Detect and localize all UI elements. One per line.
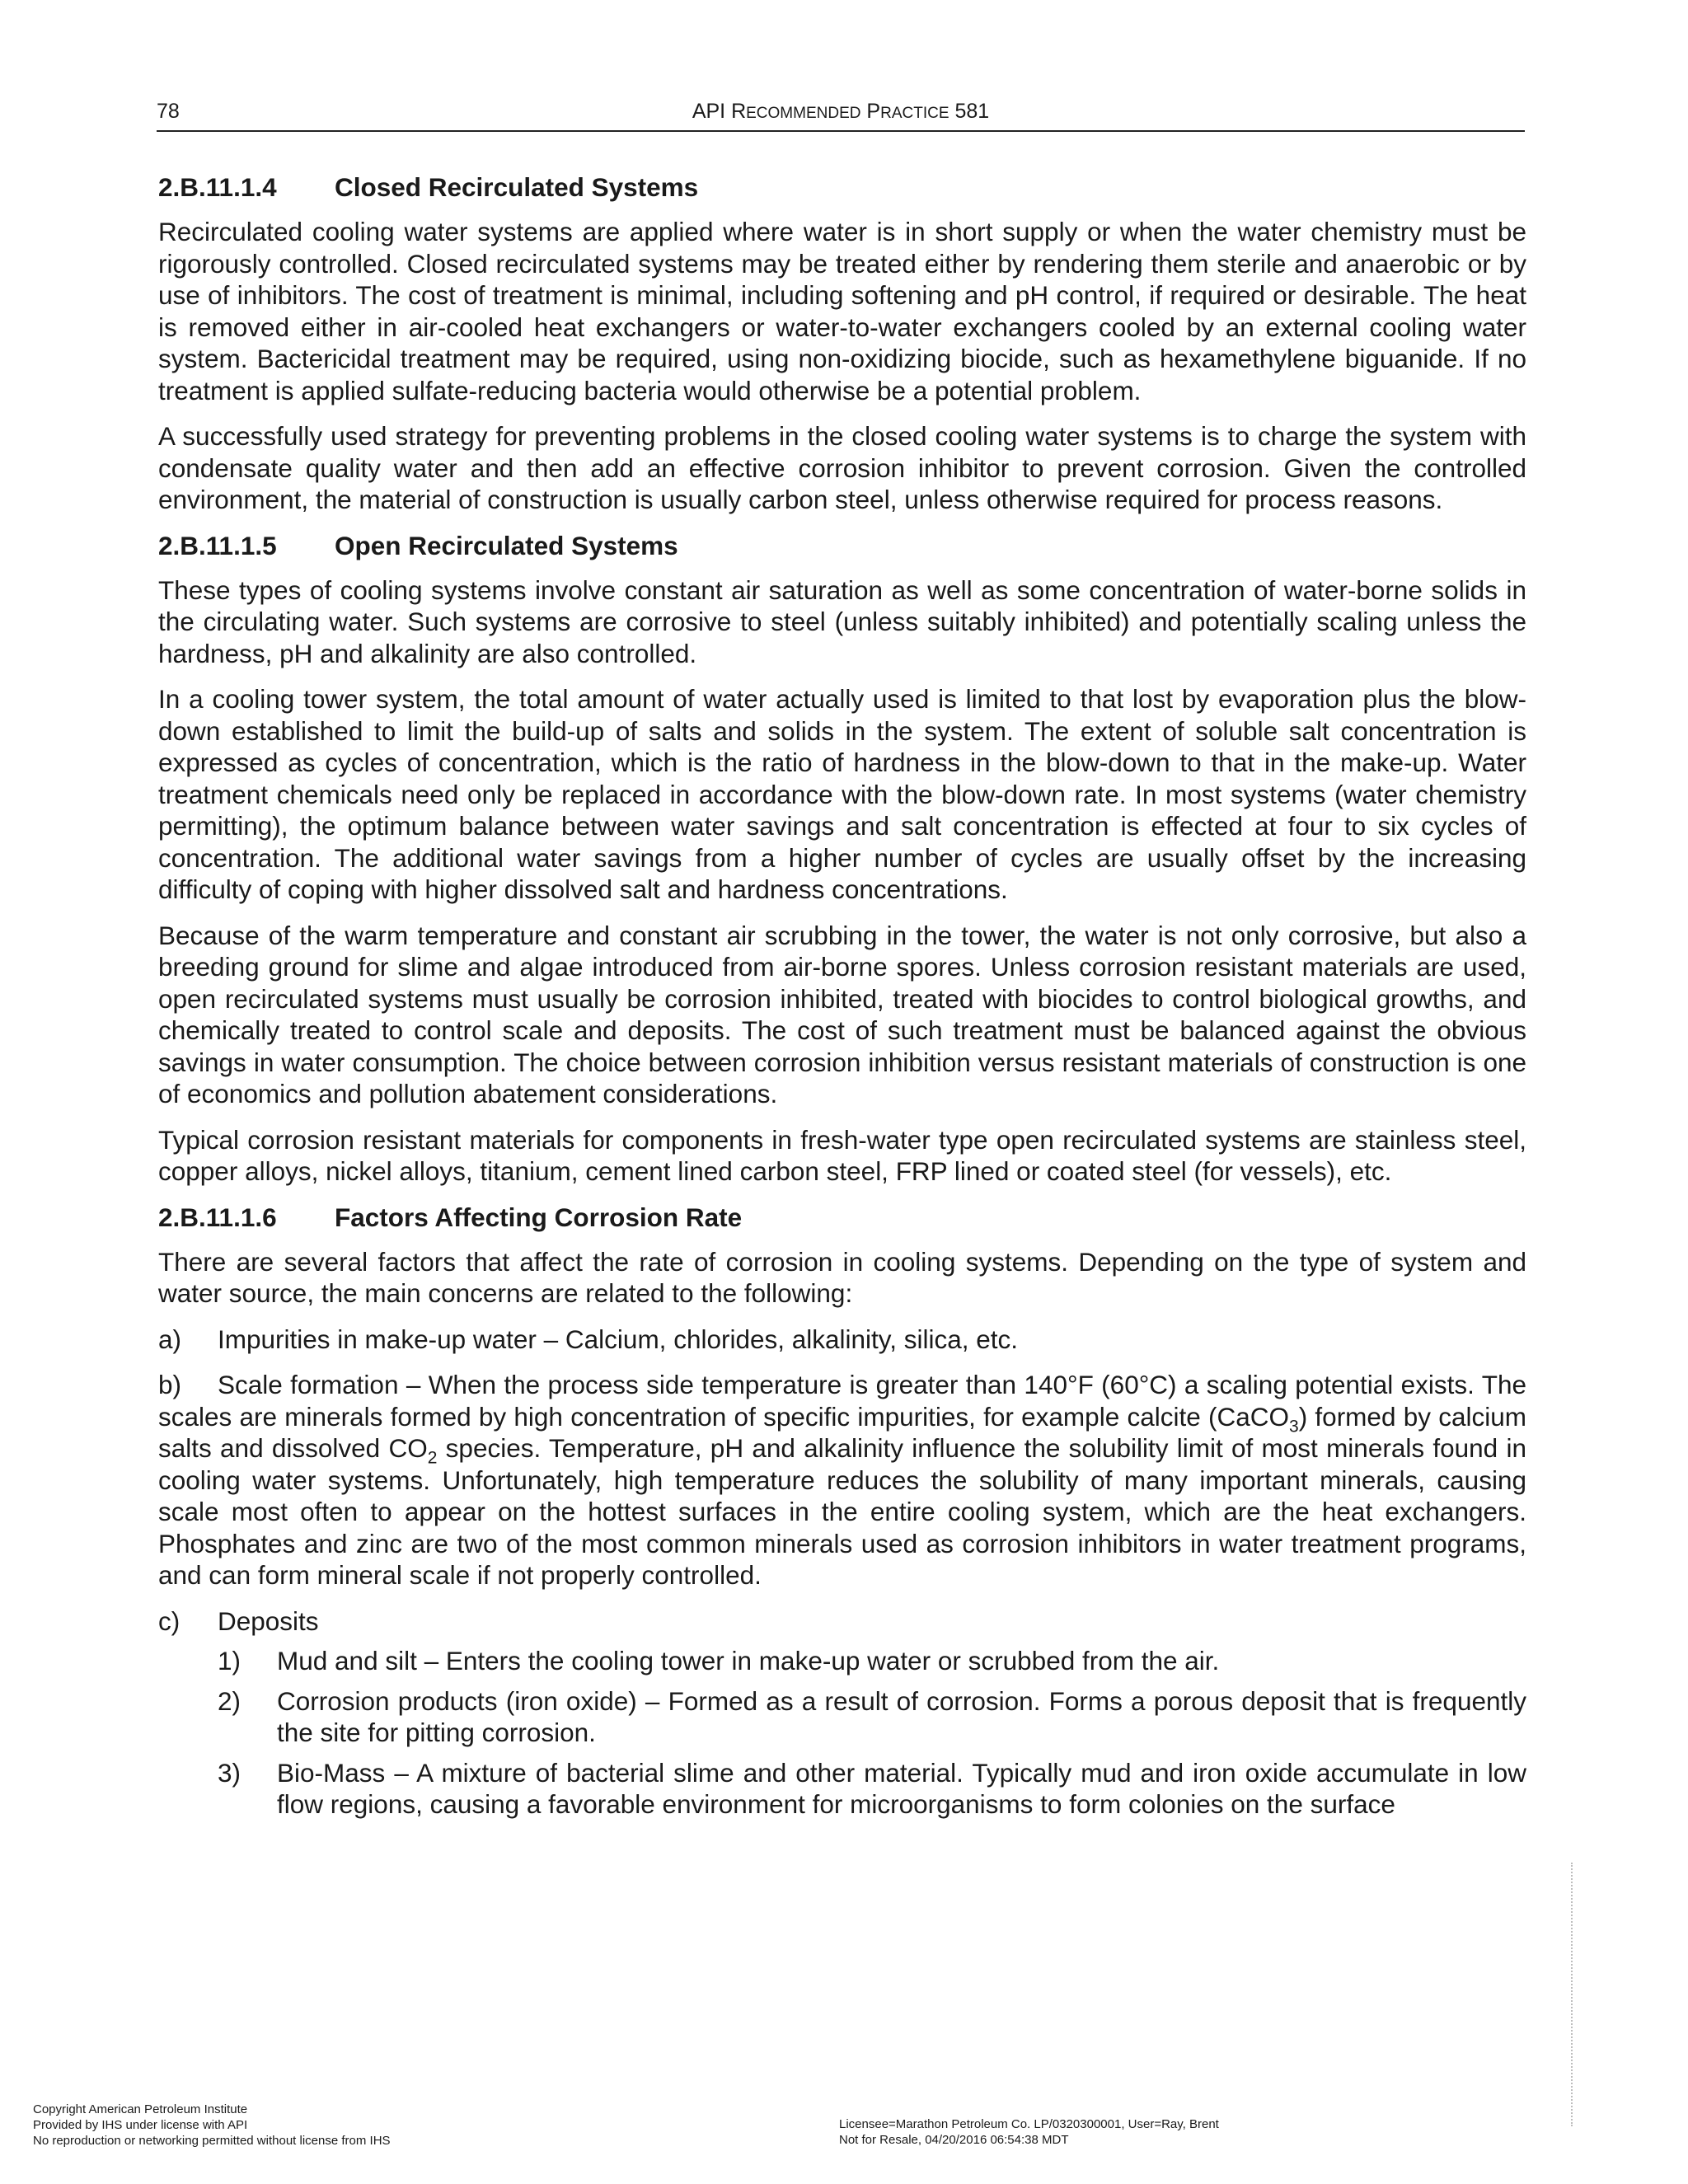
- running-head-smallcaps-1: ECOMMENDED: [746, 105, 861, 122]
- list-label: b): [158, 1370, 182, 1399]
- section-number: 2.B.11.1.5: [158, 530, 277, 560]
- running-head-mid: P: [860, 100, 881, 123]
- section-title: Open Recirculated Systems: [335, 530, 678, 560]
- page-content: [158, 171, 1526, 1829]
- footer-copyright: [33, 2102, 391, 2149]
- running-head-suffix: 581: [949, 100, 990, 123]
- paragraph: Because of the warm temperature and constant air scrubbing in the tower, the water is not only corrosive, but also a breeding ground for slime and algae introduced from air-borne spores. Unless corrosion resistant materials are used, open recirculated systems must usually be corrosion inhibited, treated with biocides to control biological growths, and chemically treated to control scale and deposits. The cost of such treatment must be balanced against the obvious savings in water consumption. The choice between corrosion inhibition versus resistant materials of construction is one of economics and pollution abatement considerations.: [158, 920, 1526, 1108]
- footer-line: Copyright American Petroleum Institute: [33, 2102, 248, 2116]
- running-head-prefix: API R: [692, 100, 747, 123]
- section-title: Factors Affecting Corrosion Rate: [335, 1202, 743, 1232]
- list-label: c): [158, 1605, 181, 1636]
- list-label: a): [158, 1324, 182, 1354]
- scan-edge-marks: [1571, 1863, 1576, 2126]
- paragraph: These types of cooling systems involve constant air saturation as well as some concentration of water-borne solids in the circulating water. Such systems are corrosive to steel (unless suitably inhibited) and potentially scaling unless the hardness, pH and alkalinity are also controlled.: [158, 574, 1526, 668]
- list-text-part: species. Temperature, pH and alkalinity influence the solubility limit of most minerals found in cooling water systems. Unfortunately, high temperature reduces the solubility of many important minerals, causing scale most often to appear on the hottest surfaces in the entire cooling system, which are the heat exchangers. Phosphates and zinc are two of the most common minerals used as corrosion inhibitors in water treatment programs, and can form mineral scale if not properly controlled.: [158, 1433, 1526, 1590]
- section-heading-open-recirculated: [158, 530, 1526, 561]
- footer-line: Not for Resale, 04/20/2016 06:54:38 MDT: [839, 2133, 1069, 2147]
- list-item-c: [158, 1605, 1526, 1638]
- paragraph: There are several factors that affect the rate of corrosion in cooling systems. Depending on the type of system and water source, the main concerns are related to the following:: [158, 1246, 1526, 1308]
- paragraph: Typical corrosion resistant materials for components in fresh-water type open recirculated systems are stainless steel, copper alloys, nickel alloys, titanium, cement lined carbon steel, FRP lined or coated steel (for vessels), etc.: [158, 1124, 1526, 1186]
- page-number: 78: [157, 100, 180, 123]
- list-text-part: ) formed by calcium salts and dissolved CO: [158, 1401, 1526, 1463]
- subscript: 3: [1289, 1416, 1299, 1436]
- list-text: Deposits: [218, 1605, 319, 1636]
- footer-line: Provided by IHS under license with API: [33, 2118, 248, 2132]
- sub-list-label: 1): [218, 1646, 241, 1675]
- section-heading-corrosion-factors: [158, 1202, 1526, 1233]
- sub-list-label: 2): [218, 1685, 241, 1716]
- section-number: 2.B.11.1.6: [158, 1202, 277, 1232]
- sub-list-label: 3): [218, 1757, 241, 1788]
- paragraph: A successfully used strategy for preventing problems in the closed cooling water systems is to charge the system with condensate quality water and then add an effective corrosion inhibitor to prevent corrosion. Given the controlled environment, the material of construction is usually carbon steel, unless otherwise required for process reasons.: [158, 421, 1526, 514]
- list-item-a: [158, 1324, 1526, 1356]
- sub-list-item: [218, 1645, 1526, 1677]
- running-head-smallcaps-2: RACTICE: [880, 105, 950, 122]
- footer-license: [839, 2116, 1219, 2148]
- section-title: Closed Recirculated Systems: [335, 172, 699, 202]
- sub-list-item: [218, 1757, 1526, 1821]
- footer-line: Licensee=Marathon Petroleum Co. LP/0320300001, User=Ray, Brent: [839, 2117, 1219, 2131]
- paragraph: In a cooling tower system, the total amount of water actually used is limited to that lost by evaporation plus the blow-down established to limit the build-up of salts and solids in the system. The extent of soluble salt concentration is expressed as cycles of concentration, which is the ratio of hardness in the blow-down to that in the make-up. Water treatment chemicals need only be replaced in accordance with the blow-down rate. In most systems (water chemistry permitting), the optimum balance between water savings and salt concentration is effected at four to six cycles of concentration. The additional water savings from a higher number of cycles are usually offset by the increasing difficulty of coping with higher dissolved salt and hardness concentrations.: [158, 684, 1526, 904]
- paragraph: Recirculated cooling water systems are applied where water is in short supply or when the water chemistry must be rigorously controlled. Closed recirculated systems may be treated either by rendering them sterile and anaerobic or by use of inhibitors. The cost of treatment is minimal, including softening and pH control, if required or desirable. The heat is removed either in air-cooled heat exchangers or water-to-water exchangers cooled by an external cooling water system. Bactericidal treatment may be required, using non-oxidizing biocide, such as hexamethylene biguanide. If no treatment is applied sulfate-reducing bacteria would otherwise be a potential problem.: [158, 217, 1526, 405]
- list-text-part: Scale formation – When the process side temperature is greater than 140°F (60°C) a scaling potential exists. The scales are minerals formed by high concentration of specific impurities, for example calcite (CaCO: [158, 1370, 1526, 1432]
- sub-list-text: Bio-Mass – A mixture of bacterial slime and other material. Typically mud and iron oxide accumulate in low flow regions, causing a favorable environment for microorganisms to form colonies on the surface: [277, 1757, 1526, 1819]
- list-text: Impurities in make-up water – Calcium, chlorides, alkalinity, silica, etc.: [218, 1324, 1019, 1354]
- footer-line: No reproduction or networking permitted without license from IHS: [33, 2134, 391, 2148]
- sub-list-text: Corrosion products (iron oxide) – Formed as a result of corrosion. Forms a porous deposit that is frequently the site for pitting corrosion.: [277, 1685, 1526, 1747]
- list-item-b: [158, 1369, 1526, 1591]
- section-number: 2.B.11.1.4: [158, 172, 277, 202]
- sub-list-text: Mud and silt – Enters the cooling tower in make-up water or scrubbed from the air.: [277, 1646, 1220, 1675]
- running-head: [157, 100, 1525, 124]
- page-header: [157, 97, 1525, 132]
- sub-list-item: [218, 1685, 1526, 1749]
- subscript: 2: [427, 1448, 438, 1468]
- section-heading-closed-recirculated: [158, 171, 1526, 203]
